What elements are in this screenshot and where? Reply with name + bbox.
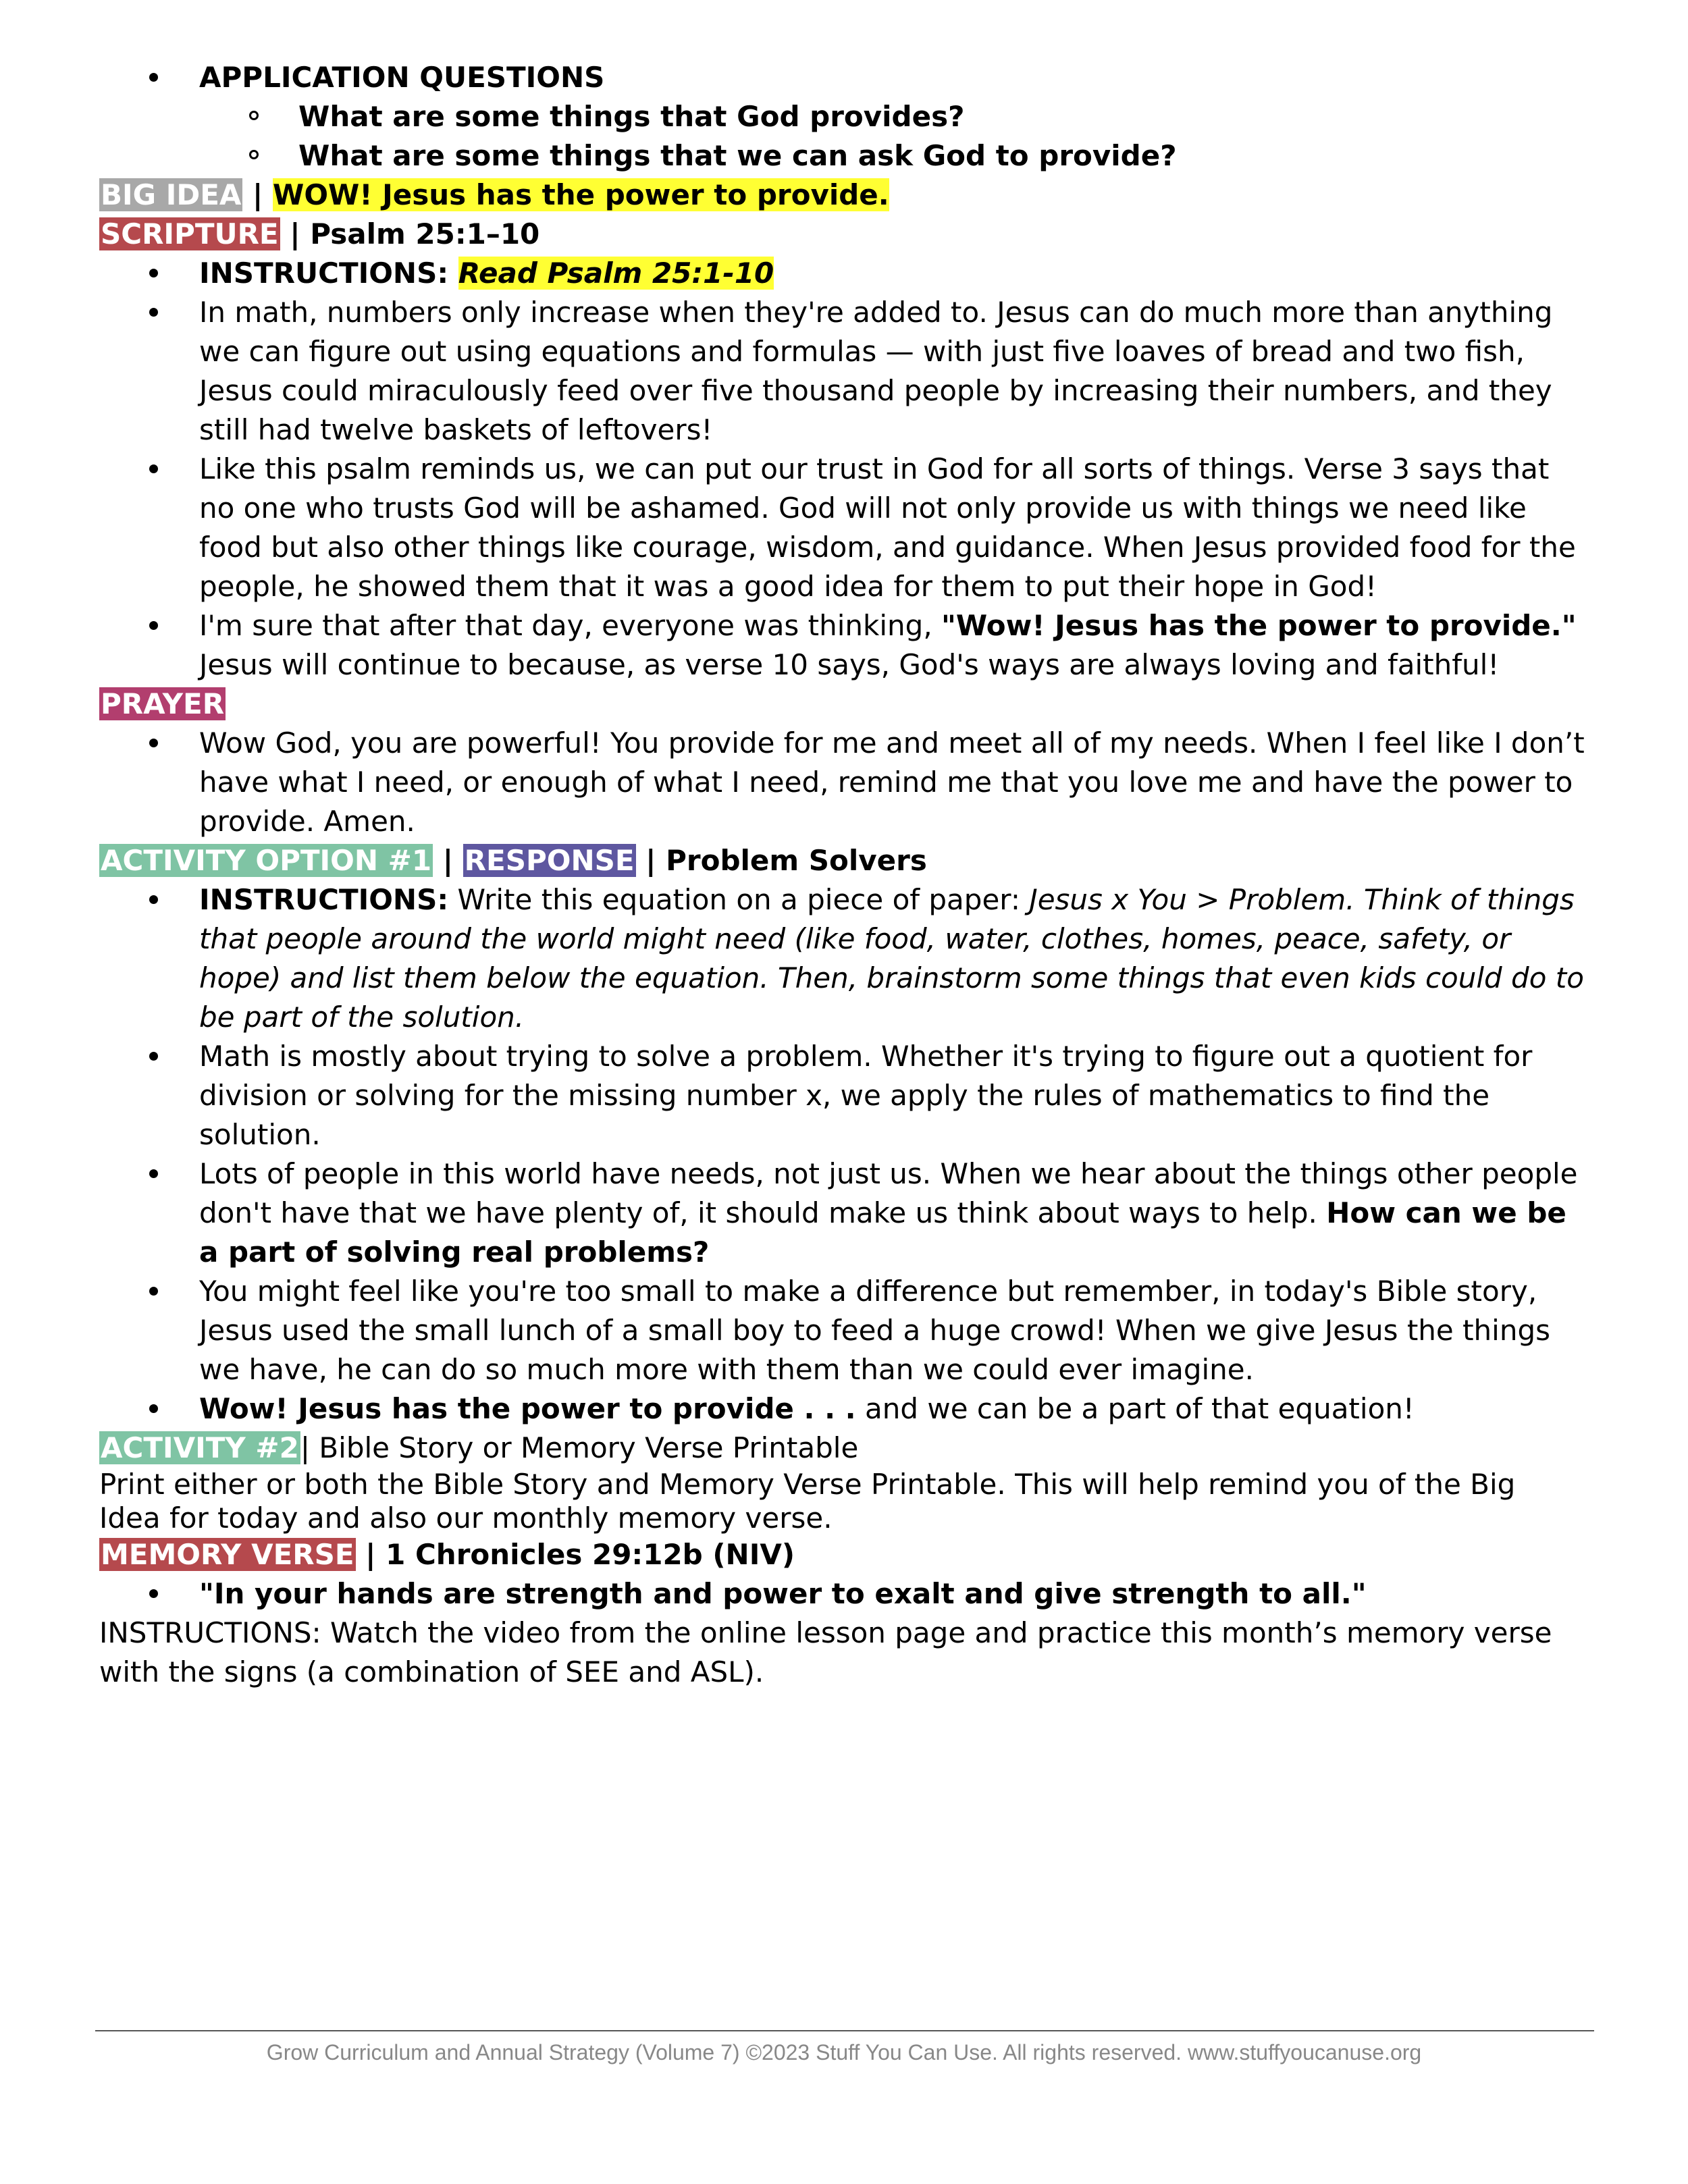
memory-verse-reference: 1 Chronicles 29:12b (NIV) <box>386 1538 795 1571</box>
paragraph-bold: Wow! Jesus has the power to provide . . . <box>199 1392 856 1425</box>
paragraph-text: and we can be a part of that equation! <box>855 1392 1415 1425</box>
paragraph-bold: "Wow! Jesus has the power to provide." <box>941 609 1577 642</box>
activity1-paragraph: Math is mostly about trying to solve a problem. Whether it's trying to figure out a quotient for division or solving for the missing number x, we apply the rules of mathematics to find the solution. <box>99 1037 1585 1154</box>
application-heading: APPLICATION QUESTIONS <box>99 58 1585 97</box>
activity2-label: ACTIVITY #2 <box>101 1431 299 1464</box>
activity2-heading <box>99 1429 1585 1468</box>
paragraph-text: Jesus will continue to because, as verse 10 says, God's ways are always loving and faithful! <box>199 648 1500 681</box>
scripture-list <box>99 254 1585 685</box>
scripture-paragraph: Like this psalm reminds us, we can put our trust in God for all sorts of things. Verse 3 says that no one who trusts God will be ashamed. God will not only provide us with things we need like food but also other things like courage, wisdom, and guidance. When Jesus provided food for the people, he showed them that it was a good idea for them to put their hope in God! <box>99 450 1585 606</box>
response-label: RESPONSE <box>464 844 635 877</box>
instructions-text: Read Psalm 25:1-10 <box>458 257 774 290</box>
footer-text: Grow Curriculum and Annual Strategy (Volume 7) ©2023 Stuff You Can Use. All rights reserved. www.stuffyoucanuse.org <box>266 2040 1422 2065</box>
prayer-heading <box>99 685 1585 724</box>
instructions-label: INSTRUCTIONS: <box>199 883 449 916</box>
activity1-separator: | <box>433 844 463 877</box>
instructions-italic: Jesus x You > Problem. Think of things that people around the world might need (like food, water, clothes, homes, peace, safety, or hope) and list them below the equation. Then, brainstorm some things that even kids could do to be part of the solution. <box>199 883 1584 1034</box>
memory-verse-heading <box>99 1535 1585 1574</box>
scripture-instructions <box>99 254 1585 293</box>
memory-verse-text: "In your hands are strength and power to exalt and give strength to all." <box>99 1574 1585 1614</box>
application-list <box>99 58 1585 176</box>
scripture-label: SCRIPTURE <box>101 217 279 250</box>
scripture-reference: Psalm 25:1–10 <box>310 217 540 250</box>
footer-divider <box>95 2030 1594 2031</box>
lesson-page <box>99 58 1585 1692</box>
activity2-separator: | <box>300 1431 319 1464</box>
big-idea-text: WOW! Jesus has the power to provide. <box>273 178 889 211</box>
activity1-title: Problem Solvers <box>666 844 927 877</box>
activity1-paragraph <box>99 1389 1585 1429</box>
activity2-title: Bible Story or Memory Verse Printable <box>319 1431 859 1464</box>
activity1-heading <box>99 841 1585 880</box>
scripture-heading <box>99 215 1585 254</box>
activity1-label: ACTIVITY OPTION #1 <box>101 844 432 877</box>
paragraph-text: Lots of people in this world have needs, not just us. When we hear about the things other people don't have that we have plenty of, it should make us think about ways to help. <box>199 1157 1578 1229</box>
scripture-separator: | <box>280 217 311 250</box>
prayer-label: PRAYER <box>101 687 225 720</box>
scripture-paragraph: In math, numbers only increase when they're added to. Jesus can do much more than anything we can figure out using equations and formulas — with just five loaves of bread and two fish, Jesus could miraculously feed over five thousand people by increasing their numbers, and they still had twelve baskets of leftovers! <box>99 293 1585 450</box>
activity1-paragraph <box>99 1154 1585 1272</box>
activity2-text: Print either or both the Bible Story and Memory Verse Printable. This will help remind you of the Big Idea for today and also our monthly memory verse. <box>99 1468 1516 1535</box>
activity1-separator: | <box>635 844 666 877</box>
big-idea-label: BIG IDEA <box>101 178 242 211</box>
application-question: What are some things that God provides? <box>99 97 1585 136</box>
big-idea-heading <box>99 176 1585 215</box>
prayer-list <box>99 724 1585 841</box>
instructions-text: Write this equation on a piece of paper: <box>448 883 1030 916</box>
activity1-paragraph: You might feel like you're too small to make a difference but remember, in today's Bible story, Jesus used the small lunch of a small boy to feed a huge crowd! When we give Jesus the things we have, he can do so much more with them than we could ever imagine. <box>99 1272 1585 1389</box>
big-idea-separator: | <box>242 178 273 211</box>
paragraph-text: I'm sure that after that day, everyone was thinking, <box>199 609 942 642</box>
paragraph-bold: How can we be a part of solving real problems? <box>199 1196 1566 1269</box>
memory-verse-separator: | <box>355 1538 386 1571</box>
instructions-label: INSTRUCTIONS: <box>199 257 458 290</box>
activity1-instructions <box>99 880 1585 1037</box>
prayer-text: Wow God, you are powerful! You provide for me and meet all of my needs. When I feel like I don’t have what I need, or enough of what I need, remind me that you love me and have the power to provide. Amen. <box>99 724 1585 841</box>
scripture-paragraph <box>99 606 1585 685</box>
activity1-list <box>99 880 1585 1429</box>
memory-verse-instructions: INSTRUCTIONS: Watch the video from the online lesson page and practice this month’s memory verse with the signs (a combination of SEE and ASL). <box>99 1616 1552 1688</box>
memory-verse-list <box>99 1574 1585 1614</box>
application-question: What are some things that we can ask God to provide? <box>99 136 1585 176</box>
memory-verse-label: MEMORY VERSE <box>101 1538 354 1571</box>
